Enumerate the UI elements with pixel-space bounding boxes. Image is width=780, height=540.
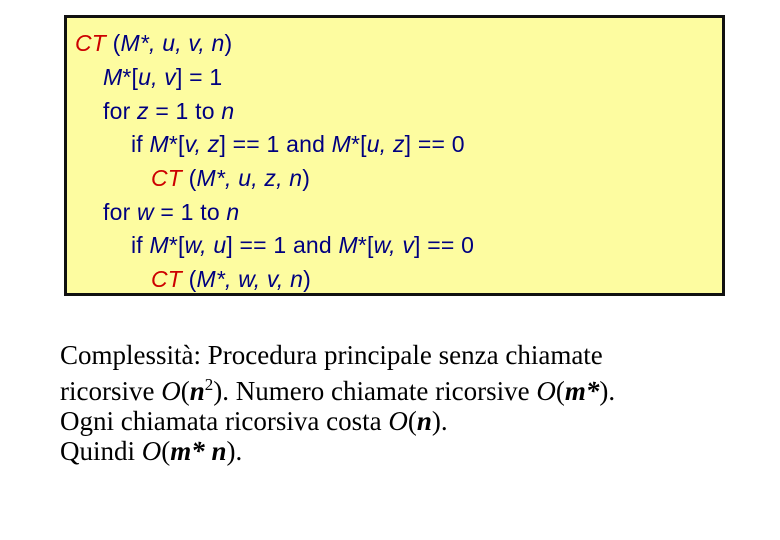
text-run: ). [431, 406, 448, 436]
text-run: Ogni chiamata ricorsiva costa [60, 406, 389, 436]
code-token: z [137, 98, 149, 124]
code-token: ] = 1 [175, 64, 223, 90]
code-line-4 [131, 129, 465, 159]
code-line-5 [151, 163, 310, 193]
math-var: n [189, 376, 205, 406]
description-line-3 [60, 406, 760, 436]
code-line-1 [75, 28, 232, 58]
pseudocode-box [64, 15, 725, 296]
procedure-name: CT [75, 30, 107, 56]
description-line-1 [60, 340, 760, 370]
code-token: if [131, 131, 150, 157]
code-token: M [149, 131, 169, 157]
code-token: ( [106, 30, 121, 56]
code-token: ] == 0 [404, 131, 465, 157]
code-token: w, u [184, 232, 227, 258]
big-o: O [388, 406, 408, 436]
code-token: v, z [184, 131, 220, 157]
text-run: ). [599, 376, 616, 406]
big-o: O [536, 376, 556, 406]
code-token: ) [302, 165, 311, 191]
code-args: M*, u, z, n [196, 165, 303, 191]
text-run: Complessità: Procedura principale senza chiamate [60, 340, 603, 370]
code-line-7 [131, 230, 474, 260]
complexity-description [60, 340, 760, 466]
code-token: ( [182, 266, 197, 292]
code-token: *[ [122, 64, 139, 90]
code-token: n [226, 199, 240, 225]
procedure-name: CT [151, 266, 183, 292]
code-token: u, z [366, 131, 405, 157]
code-token: *[ [357, 232, 374, 258]
code-token: M [103, 64, 123, 90]
math-var: n [416, 406, 432, 436]
description-line-2 [60, 370, 760, 406]
code-token: ] == 0 [414, 232, 475, 258]
code-token: *[ [351, 131, 367, 157]
text-run: ( [180, 376, 190, 406]
code-line-3 [103, 96, 234, 126]
math-var: m* [564, 376, 600, 406]
code-line-2 [103, 62, 222, 92]
code-token: if [131, 232, 150, 258]
code-line-8 [151, 264, 311, 294]
procedure-name: CT [151, 165, 183, 191]
math-var: m* n [170, 436, 227, 466]
code-token: ] == 1 and [219, 131, 332, 157]
big-o: O [161, 376, 181, 406]
code-token: = 1 to [148, 98, 222, 124]
text-run: ). Numero chiamate ricorsive [213, 376, 537, 406]
code-token: ( [182, 165, 197, 191]
text-run: ( [161, 436, 171, 466]
code-token: ) [303, 266, 311, 292]
code-token: n [221, 98, 235, 124]
text-run: Quindi [60, 436, 142, 466]
code-token: M [338, 232, 358, 258]
code-token: ] == 1 and [226, 232, 339, 258]
code-token: w [137, 199, 154, 225]
code-token: for [103, 98, 138, 124]
code-token: = 1 to [153, 199, 227, 225]
code-token: w, v [373, 232, 415, 258]
code-line-6 [103, 197, 239, 227]
code-args: M*, w, v, n [196, 266, 304, 292]
code-token: for [103, 199, 138, 225]
exponent: 2 [204, 375, 214, 394]
code-token: *[ [168, 131, 185, 157]
code-token: ) [224, 30, 233, 56]
text-run: ( [555, 376, 565, 406]
code-args: M*, u, v, n [120, 30, 225, 56]
description-line-4 [60, 436, 760, 466]
text-run: ( [407, 406, 417, 436]
code-token: M [149, 232, 169, 258]
text-run: ). [226, 436, 243, 466]
code-token: u, v [138, 64, 176, 90]
big-o: O [141, 436, 162, 466]
text-run: ricorsive [60, 376, 162, 406]
code-token: *[ [168, 232, 185, 258]
code-token: M [331, 131, 352, 157]
